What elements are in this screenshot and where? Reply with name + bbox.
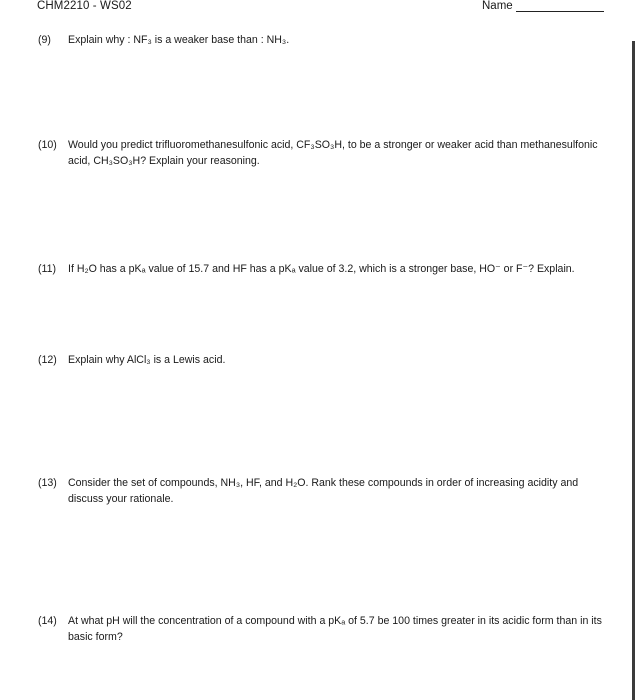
question-12: [38, 353, 613, 369]
question-text: Explain why AlCl₃ is a Lewis acid.: [68, 354, 226, 366]
question-text: Explain why : NF₃ is a weaker base than : NH₃.: [68, 34, 290, 46]
course-title: CHM2210 - WS02: [37, 0, 132, 12]
question-10: [38, 138, 613, 169]
question-11: [38, 262, 613, 278]
question-9: [38, 33, 613, 49]
question-number: (13): [38, 477, 57, 489]
name-label: Name: [482, 0, 513, 12]
question-text: Consider the set of compounds, NH₃, HF, and H₂O. Rank these compounds in order of increasing acidity and discuss your rationale.: [68, 477, 579, 505]
scrollbar[interactable]: [632, 41, 635, 700]
question-number: (11): [38, 263, 57, 275]
question-text: Would you predict trifluoromethanesulfonic acid, CF₃SO₃H, to be a stronger or weaker acid than methanesulfonic acid, CH₃SO₃H? Explain your reasoning.: [68, 139, 598, 167]
question-14: [38, 614, 613, 645]
name-blank-line: [516, 0, 604, 12]
question-number: (12): [38, 354, 57, 366]
question-text: If H₂O has a pKₐ value of 15.7 and HF has a pKₐ value of 3.2, which is a stronger base, HO⁻ or F⁻? Explain.: [68, 263, 575, 275]
name-field: [482, 0, 604, 12]
question-number: (9): [38, 34, 51, 46]
question-text: At what pH will the concentration of a compound with a pKₐ of 5.7 be 100 times greater in its acidic form than in its basic form?: [68, 615, 602, 643]
question-number: (10): [38, 139, 57, 151]
question-13: [38, 476, 613, 507]
question-number: (14): [38, 615, 57, 627]
